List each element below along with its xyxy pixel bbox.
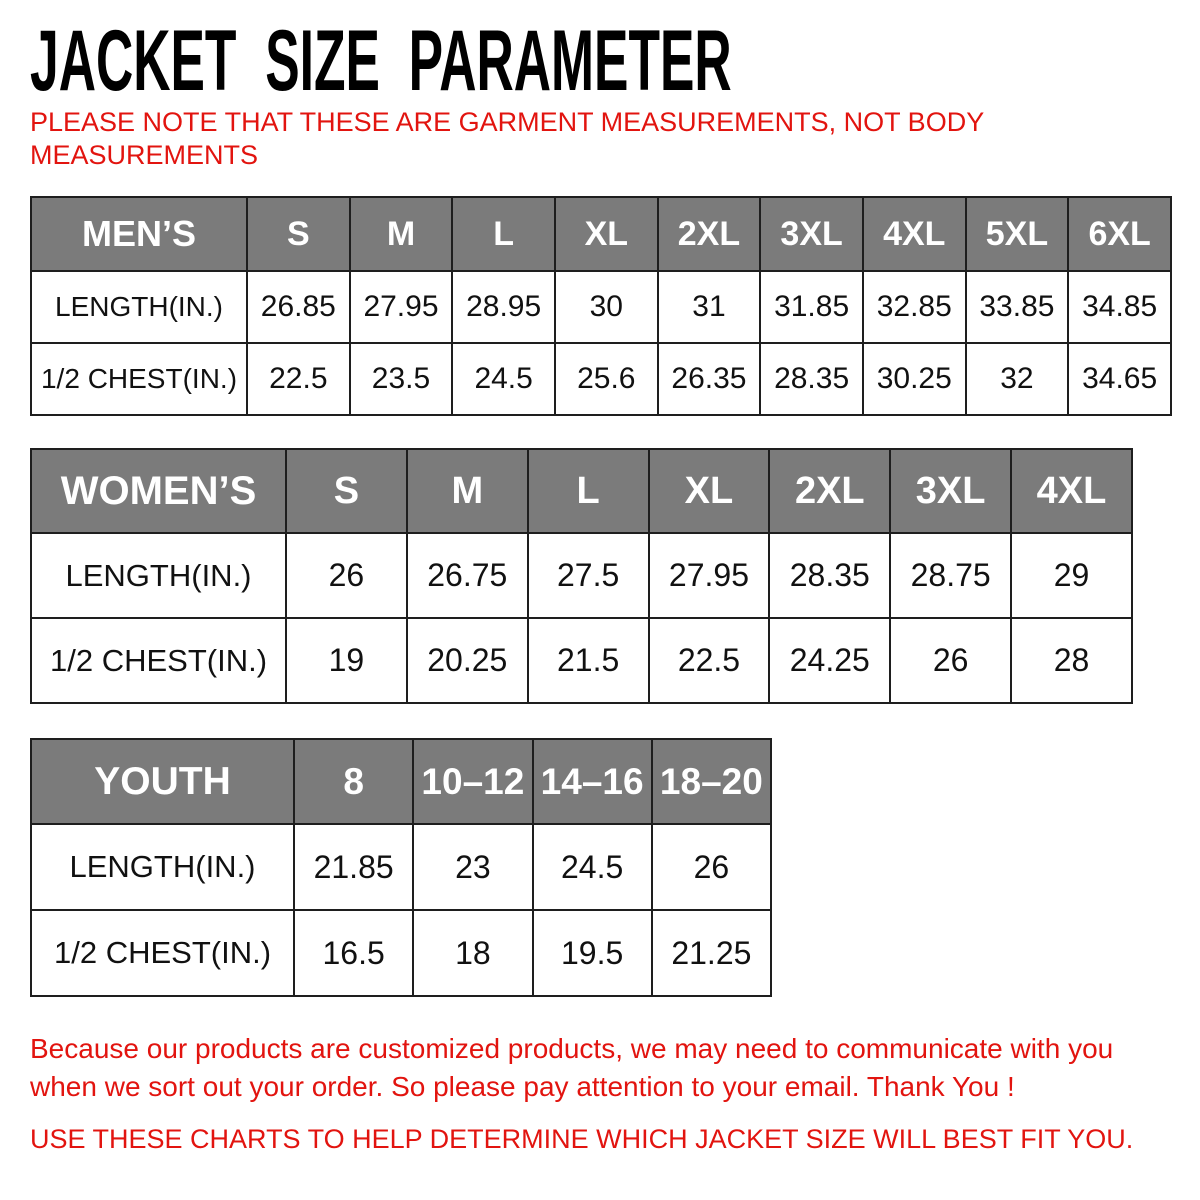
table-header-row (31, 739, 771, 824)
measurement-value: 30.25 (863, 343, 966, 415)
size-column-header: M (350, 197, 453, 271)
measurement-value: 21.5 (528, 618, 649, 703)
womens-size-table (30, 448, 1133, 704)
size-column-header: M (407, 449, 528, 533)
size-column-header: S (247, 197, 350, 271)
measurement-row (31, 533, 1132, 618)
measurement-value: 21.25 (652, 910, 771, 996)
mens-size-table (30, 196, 1172, 416)
table-header-row (31, 197, 1171, 271)
customization-notice-line-1: Because our products are customized products, we may need to communicate with you (30, 1033, 1114, 1064)
measurement-value: 27.5 (528, 533, 649, 618)
measurement-row-label: LENGTH(IN.) (31, 824, 294, 910)
measurement-value: 18 (413, 910, 532, 996)
measurement-value: 28.75 (890, 533, 1011, 618)
measurement-value: 28 (1011, 618, 1132, 703)
measurement-value: 22.5 (649, 618, 770, 703)
size-column-header: 4XL (1011, 449, 1132, 533)
measurement-value: 16.5 (294, 910, 413, 996)
measurement-value: 26.85 (247, 271, 350, 343)
measurement-value: 26.35 (658, 343, 761, 415)
table-group-header: MEN’S (31, 197, 247, 271)
measurement-row-label: LENGTH(IN.) (31, 271, 247, 343)
measurement-value: 19 (286, 618, 407, 703)
measurement-row (31, 910, 771, 996)
garment-measurement-note (30, 106, 984, 172)
measurement-row (31, 618, 1132, 703)
measurement-value: 34.85 (1068, 271, 1171, 343)
page-title: JACKET SIZE PARAMETER (30, 13, 732, 109)
measurement-value: 24.5 (533, 824, 652, 910)
measurement-value: 22.5 (247, 343, 350, 415)
measurement-row-label: LENGTH(IN.) (31, 533, 286, 618)
measurement-value: 25.6 (555, 343, 658, 415)
size-column-header: L (452, 197, 555, 271)
measurement-value: 26.75 (407, 533, 528, 618)
measurement-value: 27.95 (350, 271, 453, 343)
note-line-2: MEASUREMENTS (30, 140, 259, 170)
measurement-value: 29 (1011, 533, 1132, 618)
measurement-value: 31.85 (760, 271, 863, 343)
measurement-value: 28.95 (452, 271, 555, 343)
measurement-value: 23.5 (350, 343, 453, 415)
note-line-1: PLEASE NOTE THAT THESE ARE GARMENT MEASUREMENTS, NOT BODY (30, 107, 985, 137)
measurement-value: 30 (555, 271, 658, 343)
customization-notice (30, 1030, 1113, 1106)
measurement-value: 27.95 (649, 533, 770, 618)
youth-size-table (30, 738, 772, 997)
size-column-header: 2XL (769, 449, 890, 533)
measurement-value: 23 (413, 824, 532, 910)
measurement-value: 34.65 (1068, 343, 1171, 415)
measurement-value: 21.85 (294, 824, 413, 910)
measurement-value: 28.35 (769, 533, 890, 618)
size-column-header: 10–12 (413, 739, 532, 824)
size-column-header: XL (555, 197, 658, 271)
table-header-row (31, 449, 1132, 533)
table-group-header: YOUTH (31, 739, 294, 824)
measurement-value: 33.85 (966, 271, 1069, 343)
measurement-value: 31 (658, 271, 761, 343)
measurement-row-label: 1/2 CHEST(IN.) (31, 618, 286, 703)
measurement-value: 26 (286, 533, 407, 618)
measurement-row (31, 824, 771, 910)
size-column-header: 14–16 (533, 739, 652, 824)
size-column-header: 5XL (966, 197, 1069, 271)
measurement-value: 19.5 (533, 910, 652, 996)
measurement-value: 28.35 (760, 343, 863, 415)
measurement-value: 32.85 (863, 271, 966, 343)
measurement-value: 26 (890, 618, 1011, 703)
chart-usage-advice: USE THESE CHARTS TO HELP DETERMINE WHICH JACKET SIZE WILL BEST FIT YOU. (30, 1124, 1134, 1154)
size-column-header: L (528, 449, 649, 533)
size-column-header: 18–20 (652, 739, 771, 824)
measurement-value: 24.5 (452, 343, 555, 415)
size-column-header: 3XL (890, 449, 1011, 533)
size-column-header: 8 (294, 739, 413, 824)
table-group-header: WOMEN’S (31, 449, 286, 533)
customization-notice-line-2: when we sort out your order. So please pay attention to your email. Thank You ! (30, 1071, 1015, 1102)
size-column-header: S (286, 449, 407, 533)
size-column-header: XL (649, 449, 770, 533)
measurement-row (31, 343, 1171, 415)
measurement-row-label: 1/2 CHEST(IN.) (31, 343, 247, 415)
measurement-value: 24.25 (769, 618, 890, 703)
size-column-header: 3XL (760, 197, 863, 271)
measurement-value: 20.25 (407, 618, 528, 703)
measurement-value: 26 (652, 824, 771, 910)
size-column-header: 4XL (863, 197, 966, 271)
size-column-header: 2XL (658, 197, 761, 271)
size-column-header: 6XL (1068, 197, 1171, 271)
measurement-row (31, 271, 1171, 343)
measurement-row-label: 1/2 CHEST(IN.) (31, 910, 294, 996)
measurement-value: 32 (966, 343, 1069, 415)
